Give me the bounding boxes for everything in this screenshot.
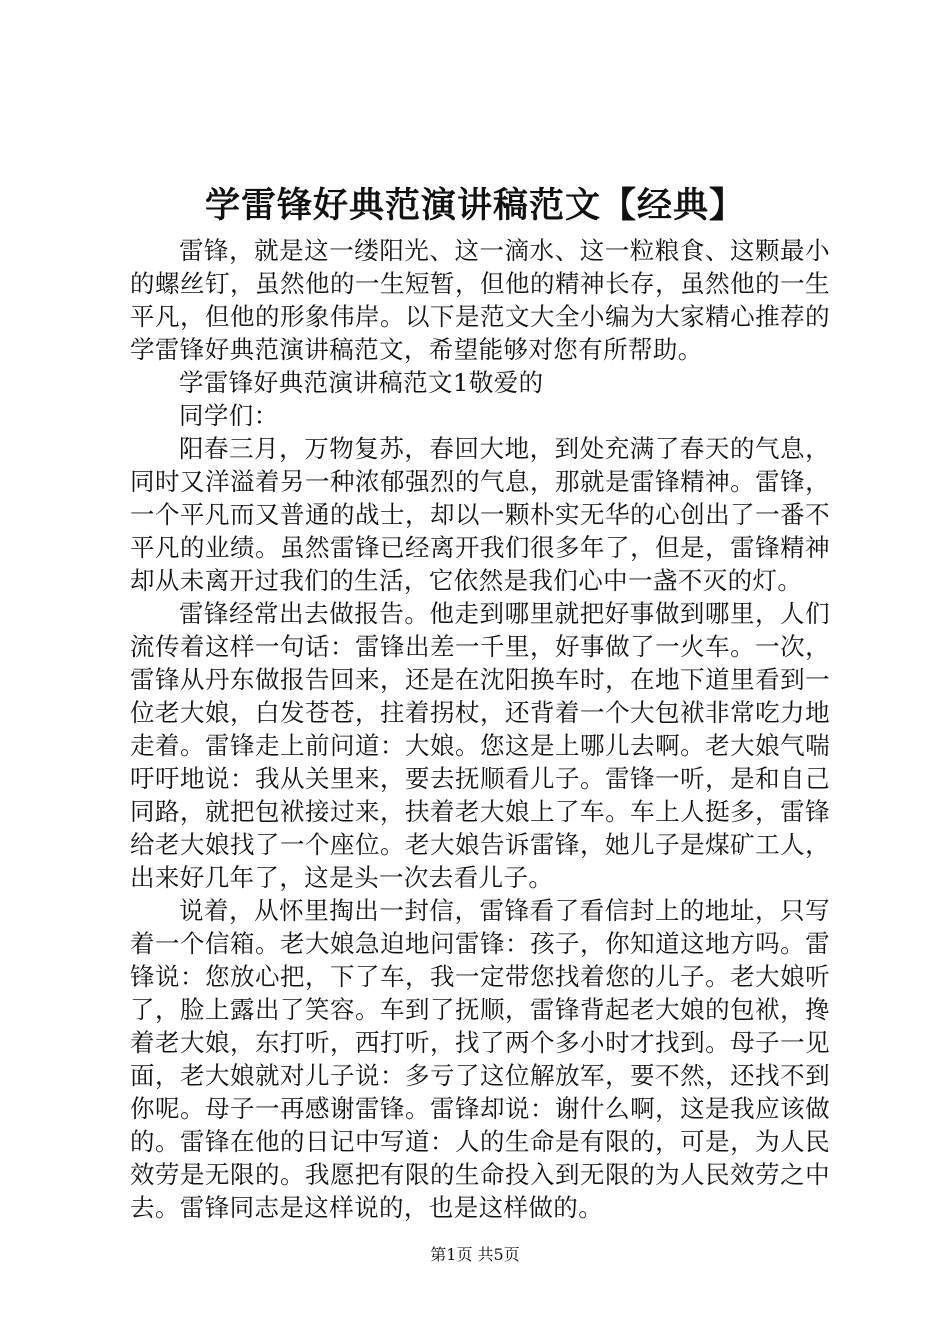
paragraph-story-part-1: 雷锋经常出去做报告。他走到哪里就把好事做到哪里，人们流传着这样一句话：雷锋出差一千里，好事做了一火车。一次，雷锋从丹东做报告回来，还是在沈阳换车时，在地下道里看到一位老大娘，白发苍苍，拄着拐杖，还背着一个大包袱非常吃力地走着。雷锋走上前问道：大娘。您这是上哪儿去啊。老大娘气喘吁吁地说：我从关里来，要去抚顺看儿子。雷锋一听，是和自己同路，就把包袱接过来，扶着老大娘上了车。车上人挺多，雷锋给老大娘找了一个座位。老大娘告诉雷锋，她儿子是煤矿工人，出来好几年了，这是头一次去看儿子。: [130, 599, 830, 892]
paragraph-spring: 阳春三月，万物复苏，春回大地，到处充满了春天的气息，同时又洋溢着另一种浓郁强烈的气息，那就是雷锋精神。雷锋，一个平凡而又普通的战士，却以一颗朴实无华的心创出了一番不平凡的业绩。虽然雷锋已经离开我们很多年了，但是，雷锋精神却从未离开过我们的生活，它依然是我们心中一盏不灭的灯。: [130, 434, 830, 595]
document-body: [130, 234, 830, 1224]
paragraph-story-part-2: 说着，从怀里掏出一封信，雷锋看了看信封上的地址，只写着一个信箱。老大娘急迫地问雷锋：孩子，你知道这地方吗。雷锋说：您放心把，下了车，我一定带您找着您的儿子。老大娘听了，脸上露出了笑容。车到了抚顺，雷锋背起老大娘的包袱，搀着老大娘，东打听，西打听，找了两个多小时才找到。母子一见面，老大娘就对儿子说：多亏了这位解放军，要不然，还找不到你呢。母子一再感谢雷锋。雷锋却说：谢什么啊，这是我应该做的。雷锋在他的日记中写道：人的生命是有限的，可是，为人民效劳是无限的。我愿把有限的生命投入到无限的为人民效劳之中去。雷锋同志是这样说的，也是这样做的。: [130, 896, 830, 1222]
paragraph-speech-heading: 学雷锋好典范演讲稿范文1敬爱的: [179, 368, 544, 397]
paragraph-intro: 雷锋，就是这一缕阳光、这一滴水、这一粒粮食、这颗最小的螺丝钉，虽然他的一生短暂，但他的精神长存，虽然他的一生平凡，但他的形象伟岸。以下是范文大全小编为大家精心推荐的学雷锋好典范演讲稿范文，希望能够对您有所帮助。: [130, 236, 830, 364]
paragraph-salutation: 同学们：: [179, 401, 279, 430]
document-title: 学雷锋好典范演讲稿范文【经典】: [204, 185, 745, 226]
page-number-footer: 第1页 共5页: [430, 1245, 520, 1264]
